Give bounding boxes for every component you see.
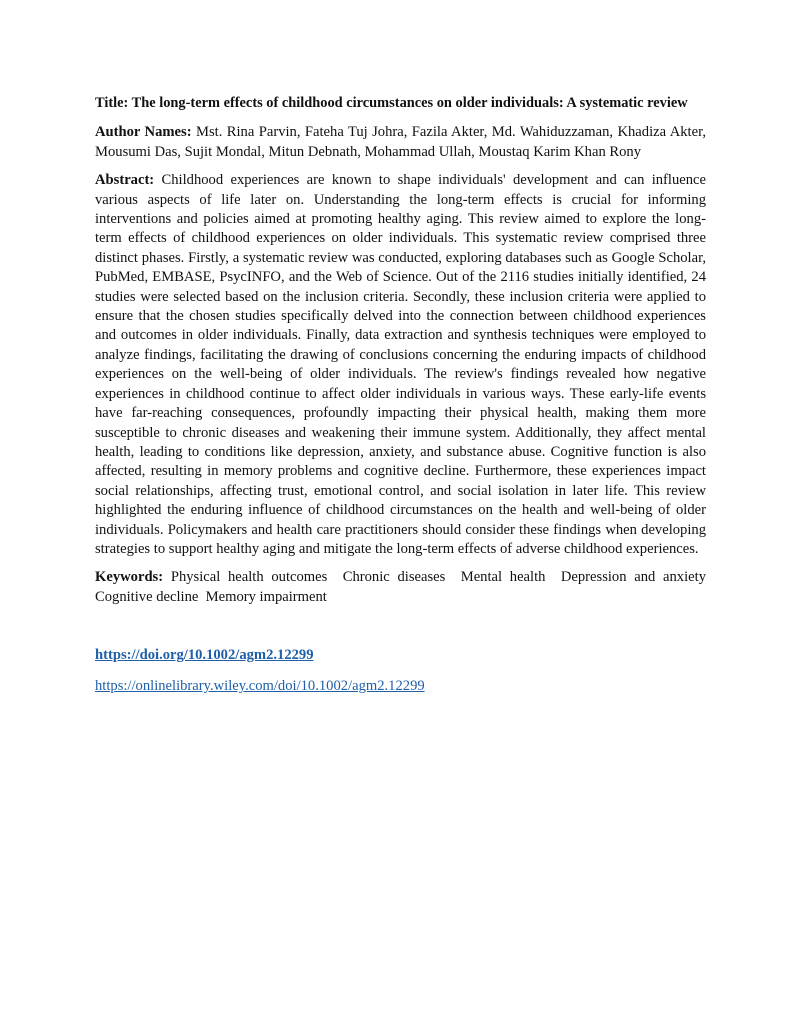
keywords-label: Keywords: [95, 569, 164, 586]
title-label: Title: [95, 95, 129, 111]
doi-link[interactable]: https://doi.org/10.1002/agm2.12299 [95, 647, 314, 664]
title-paragraph [95, 94, 706, 113]
title-text: The long-term effects of childhood circumstances on older individuals: A systematic review [128, 95, 688, 111]
abstract-label: Abstract: [95, 172, 155, 189]
authors-label: Author Names: [95, 124, 192, 141]
abstract-text: Childhood experiences are known to shape individuals' development and can influence various aspects of life later on. Understanding the long-term effects is crucial for informing interventions and policies aimed at promoting healthy aging. This review aimed to explore the long-term effects of childhood experiences on older individuals. This systematic review comprised three distinct phases. Firstly, a systematic review was conducted, exploring databases such as Google Scholar, PubMed, EMBASE, PsycINFO, and the Web of Science. Out of the 2116 studies initially identified, 24 studies were selected based on the inclusion criteria. Secondly, these inclusion criteria were applied to ensure that the chosen studies specifically delved into the connection between childhood experiences and outcomes in older individuals. Finally, data extraction and synthesis techniques were employed to analyze findings, facilitating the drawing of conclusions concerning the enduring impacts of childhood experiences on the well-being of older individuals. The review's findings revealed how negative experiences in childhood continue to affect older individuals in various ways. These early-life events have far-reaching consequences, profoundly impacting their physical health, making them more susceptible to chronic diseases and weakening their immune system. Additionally, they affect mental health, leading to conditions like depression, anxiety, and substance abuse. Cognitive function is also affected, resulting in memory problems and cognitive decline. Furthermore, these experiences impact social relationships, affecting trust, emotional control, and social isolation in later life. This review highlighted the enduring influence of childhood circumstances on the health and well-being of older individuals. Policymakers and health care practitioners should consider these findings when developing strategies to support healthy aging and mitigate the long-term effects of adverse childhood experiences. [95, 172, 706, 557]
authors-paragraph [95, 123, 706, 162]
abstract-paragraph [95, 171, 706, 559]
links-section [95, 646, 706, 696]
wiley-link[interactable]: https://onlinelibrary.wiley.com/doi/10.1002/agm2.12299 [95, 678, 425, 695]
authors-text: Mst. Rina Parvin, Fateha Tuj Johra, Fazila Akter, Md. Wahiduzzaman, Khadiza Akter, Mousumi Das, Sujit Mondal, Mitun Debnath, Mohammad Ullah, Moustaq Karim Khan Rony [95, 124, 706, 160]
keywords-text: Physical health outcomes Chronic diseases Mental health Depression and anxiety Cognitive decline Memory impairment [95, 569, 714, 605]
keywords-paragraph [95, 568, 714, 607]
